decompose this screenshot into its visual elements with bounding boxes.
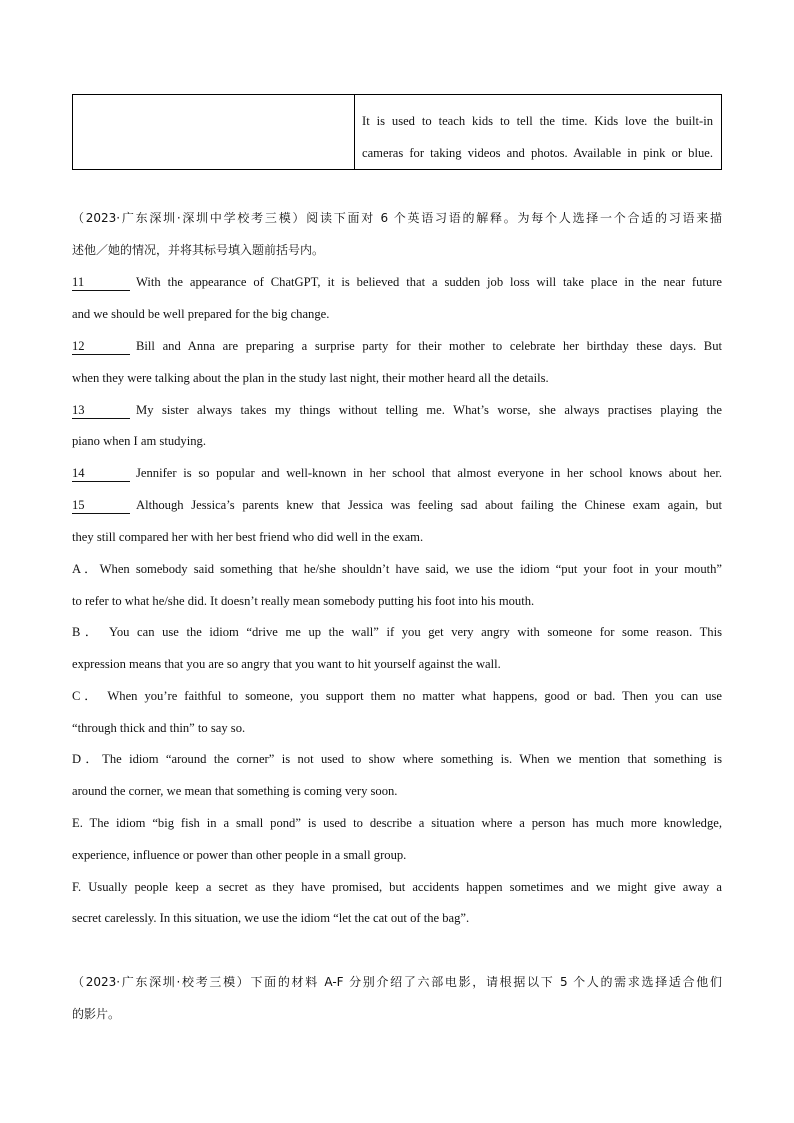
question-15-line-2: they still compared her with her best friend who did well in the exam. <box>72 530 424 544</box>
option-b-line-2: expression means that you are so angry that you want to hit yourself against the wall. <box>72 657 501 671</box>
table-left-cell <box>73 95 355 169</box>
option-f-line-1: F. Usually people keep a secret as they have promised, but accidents happen sometimes and we might give away a <box>72 880 722 894</box>
answer-blank-11[interactable]: 11 <box>72 275 130 291</box>
option-d-line-1: D．The idiom “around the corner” is not used to show where something is. When we mention that something is <box>72 752 722 766</box>
right-cell-line-1: It is used to teach kids to tell the time. Kids love the built-in <box>362 114 713 128</box>
section2-header-line-1: （2023·广东深圳·校考三模）下面的材料 A-F 分别介绍了六部电影，请根据以下 5 个人的需求选择适合他们 <box>72 975 722 989</box>
right-cell-line-2: cameras for taking videos and photos. Available in pink or blue. <box>362 146 713 160</box>
answer-blank-14[interactable]: 14 <box>72 466 130 482</box>
option-b-line-1: B． You can use the idiom “drive me up the wall” if you get very angry with someone for some reason. This <box>72 625 722 639</box>
question-14-line-1: 14 Jennifer is so popular and well-known in her school that almost everyone in her school knows about her. <box>72 466 722 480</box>
option-c-line-1: C． When you’re faithful to someone, you support them no matter what happens, good or bad. Then you can use <box>72 689 722 703</box>
option-a-line-2: to refer to what he/she did. It doesn’t really mean somebody putting his foot into his mouth. <box>72 594 535 608</box>
table-fragment <box>72 94 722 170</box>
answer-blank-13[interactable]: 13 <box>72 403 130 419</box>
question-13-line-1: 13 My sister always takes my things without telling me. What’s worse, she always practises playing the <box>72 403 722 417</box>
option-c-line-2: “through thick and thin” to say so. <box>72 721 246 735</box>
section1-header-line-1: （2023·广东深圳·深圳中学校考三模）阅读下面对 6 个英语习语的解释。为每个人选择一个合适的习语来描 <box>72 211 722 225</box>
section2-header-line-2: 的影片。 <box>72 1007 121 1021</box>
answer-blank-15[interactable]: 15 <box>72 498 130 514</box>
question-11-line-1: 11 With the appearance of ChatGPT, it is believed that a sudden job loss will take place in the near future <box>72 275 722 289</box>
question-15-line-1: 15 Although Jessica’s parents knew that Jessica was feeling sad about failing the Chinese exam again, but <box>72 498 722 512</box>
option-e-line-2: experience, influence or power than other people in a small group. <box>72 848 407 862</box>
option-a-line-1: A．When somebody said something that he/she shouldn’t have said, we use the idiom “put your foot in your mouth” <box>72 562 722 576</box>
section1-header-line-2: 述他／她的情况，并将其标号填入题前括号内。 <box>72 243 325 257</box>
answer-blank-12[interactable]: 12 <box>72 339 130 355</box>
question-12-line-1: 12 Bill and Anna are preparing a surprise party for their mother to celebrate her birthday these days. But <box>72 339 722 353</box>
option-e-line-1: E. The idiom “big fish in a small pond” is used to describe a situation where a person has much more knowledge, <box>72 816 722 830</box>
table-right-cell <box>355 95 721 169</box>
option-d-line-2: around the corner, we mean that something is coming very soon. <box>72 784 398 798</box>
option-f-line-2: secret carelessly. In this situation, we use the idiom “let the cat out of the bag”. <box>72 911 470 925</box>
question-13-line-2: piano when I am studying. <box>72 434 206 448</box>
question-12-line-2: when they were talking about the plan in the study last night, their mother heard all the details. <box>72 371 549 385</box>
question-11-line-2: and we should be well prepared for the big change. <box>72 307 330 321</box>
